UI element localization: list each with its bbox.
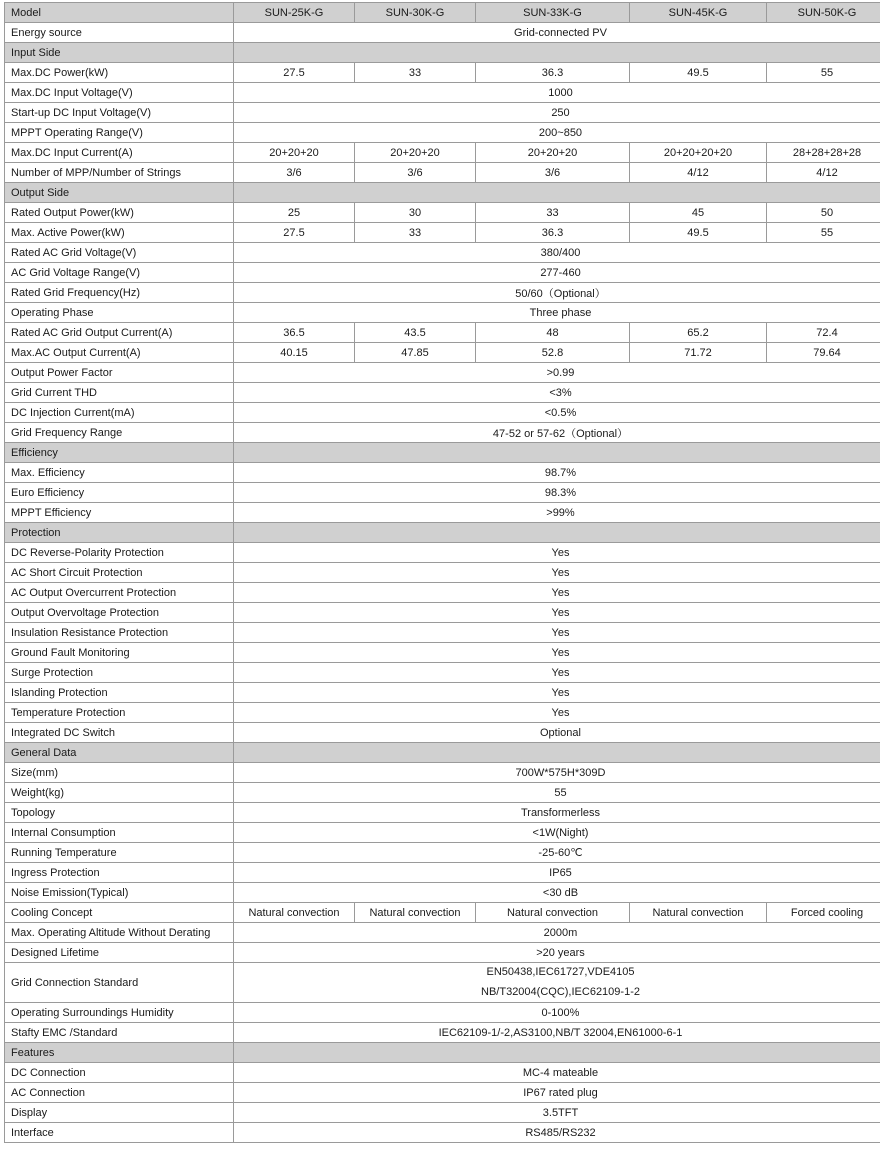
section-title: Features — [5, 1043, 234, 1063]
spec-value: 98.7% — [234, 463, 880, 483]
spec-label: Weight(kg) — [5, 783, 234, 803]
spec-value: >99% — [234, 503, 880, 523]
spec-value: 27.5 — [234, 63, 355, 83]
spec-row-ac-short-circuit-protection — [5, 563, 880, 583]
spec-row-rated-grid-frequency-hz — [5, 283, 880, 303]
spec-row-max-dc-power-kw — [5, 63, 880, 83]
spec-value: 47-52 or 57-62（Optional） — [234, 423, 880, 443]
spec-value: 700W*575H*309D — [234, 763, 880, 783]
spec-value-line: EN50438,IEC61727,VDE4105 — [486, 966, 635, 978]
spec-value: <1W(Night) — [234, 823, 880, 843]
spec-label: Max. Efficiency — [5, 463, 234, 483]
spec-value: Transformerless — [234, 803, 880, 823]
spec-value: Natural convection — [476, 903, 630, 923]
spec-label: Islanding Protection — [5, 683, 234, 703]
spec-value: 25 — [234, 203, 355, 223]
spec-value: 4/12 — [630, 163, 767, 183]
spec-value: 20+20+20 — [234, 143, 355, 163]
spec-value: 71.72 — [630, 343, 767, 363]
spec-label: Euro Efficiency — [5, 483, 234, 503]
spec-row-ac-grid-voltage-range-v — [5, 263, 880, 283]
spec-value: 4/12 — [767, 163, 880, 183]
spec-label: Temperature Protection — [5, 703, 234, 723]
spec-value: 79.64 — [767, 343, 880, 363]
spec-row-rated-output-power-kw — [5, 203, 880, 223]
spec-value: 36.5 — [234, 323, 355, 343]
spec-value: >20 years — [234, 943, 880, 963]
spec-value: IEC62109-1/-2,AS3100,NB/T 32004,EN61000-6-1 — [234, 1023, 880, 1043]
spec-label: Designed Lifetime — [5, 943, 234, 963]
spec-label: Topology — [5, 803, 234, 823]
spec-row-euro-efficiency — [5, 483, 880, 503]
spec-label: Insulation Resistance Protection — [5, 623, 234, 643]
section-header-input-side — [5, 43, 880, 63]
spec-value: 50/60（Optional） — [234, 283, 880, 303]
spec-value: RS485/RS232 — [234, 1123, 880, 1143]
spec-row-dc-reverse-polarity-protection — [5, 543, 880, 563]
model-name: SUN-33K-G — [476, 3, 630, 23]
spec-value: <30 dB — [234, 883, 880, 903]
spec-value: 33 — [476, 203, 630, 223]
spec-value: Three phase — [234, 303, 880, 323]
spec-value: 250 — [234, 103, 880, 123]
section-header-output-side — [5, 183, 880, 203]
spec-label: DC Reverse-Polarity Protection — [5, 543, 234, 563]
spec-row-topology — [5, 803, 880, 823]
spec-label: Max. Operating Altitude Without Derating — [5, 923, 234, 943]
spec-label: Stafty EMC /Standard — [5, 1023, 234, 1043]
spec-row-energy-source — [5, 23, 880, 43]
spec-value: 48 — [476, 323, 630, 343]
spec-value: <0.5% — [234, 403, 880, 423]
spec-label: Max.DC Input Voltage(V) — [5, 83, 234, 103]
spec-row-surge-protection — [5, 663, 880, 683]
model-name: SUN-25K-G — [234, 3, 355, 23]
spec-row-max-active-power-kw — [5, 223, 880, 243]
spec-value: 3/6 — [234, 163, 355, 183]
spec-row-max-operating-altitude-without-derating — [5, 923, 880, 943]
spec-label: DC Connection — [5, 1063, 234, 1083]
spec-value: 55 — [767, 223, 880, 243]
spec-value: Natural convection — [355, 903, 476, 923]
spec-label: MPPT Operating Range(V) — [5, 123, 234, 143]
spec-label: Integrated DC Switch — [5, 723, 234, 743]
section-fill — [234, 183, 880, 203]
section-title: Input Side — [5, 43, 234, 63]
spec-label: Display — [5, 1103, 234, 1123]
spec-label: MPPT Efficiency — [5, 503, 234, 523]
spec-row-weight-kg — [5, 783, 880, 803]
spec-value: 27.5 — [234, 223, 355, 243]
spec-label: Max. Active Power(kW) — [5, 223, 234, 243]
spec-label: Ingress Protection — [5, 863, 234, 883]
spec-row-output-overvoltage-protection — [5, 603, 880, 623]
spec-row-operating-phase — [5, 303, 880, 323]
spec-table — [4, 2, 880, 1143]
spec-label: Surge Protection — [5, 663, 234, 683]
spec-row-operating-surroundings-humidity — [5, 1003, 880, 1023]
spec-row-ac-connection — [5, 1083, 880, 1103]
model-header-row — [5, 3, 880, 23]
spec-row-grid-frequency-range — [5, 423, 880, 443]
spec-label: Rated Grid Frequency(Hz) — [5, 283, 234, 303]
spec-value: 3.5TFT — [234, 1103, 880, 1123]
spec-label: Ground Fault Monitoring — [5, 643, 234, 663]
section-header-efficiency — [5, 443, 880, 463]
spec-row-dc-connection — [5, 1063, 880, 1083]
spec-value: IP67 rated plug — [234, 1083, 880, 1103]
spec-value: Natural convection — [234, 903, 355, 923]
spec-row-size-mm — [5, 763, 880, 783]
spec-label: Interface — [5, 1123, 234, 1143]
spec-label: Cooling Concept — [5, 903, 234, 923]
spec-value: Grid-connected PV — [234, 23, 880, 43]
spec-value: 3/6 — [476, 163, 630, 183]
spec-row-dc-injection-current-ma — [5, 403, 880, 423]
section-title: General Data — [5, 743, 234, 763]
section-header-general-data — [5, 743, 880, 763]
spec-value: Yes — [234, 643, 880, 663]
spec-row-grid-current-thd — [5, 383, 880, 403]
spec-value: 30 — [355, 203, 476, 223]
spec-value: 20+20+20 — [355, 143, 476, 163]
spec-value: Yes — [234, 663, 880, 683]
spec-value: 50 — [767, 203, 880, 223]
section-title: Protection — [5, 523, 234, 543]
spec-value: 65.2 — [630, 323, 767, 343]
spec-row-integrated-dc-switch — [5, 723, 880, 743]
spec-value: 33 — [355, 223, 476, 243]
spec-label: Output Overvoltage Protection — [5, 603, 234, 623]
spec-label: AC Output Overcurrent Protection — [5, 583, 234, 603]
spec-row-output-power-factor — [5, 363, 880, 383]
spec-row-mppt-operating-range-v — [5, 123, 880, 143]
spec-row-ground-fault-monitoring — [5, 643, 880, 663]
spec-row-designed-lifetime — [5, 943, 880, 963]
spec-label: Rated Output Power(kW) — [5, 203, 234, 223]
spec-value: MC-4 mateable — [234, 1063, 880, 1083]
spec-value: Forced cooling — [767, 903, 880, 923]
spec-row-interface — [5, 1123, 880, 1143]
spec-value: 277-460 — [234, 263, 880, 283]
spec-label: Start-up DC Input Voltage(V) — [5, 103, 234, 123]
spec-label: Operating Surroundings Humidity — [5, 1003, 234, 1023]
spec-row-number-of-mpp-number-of-strings — [5, 163, 880, 183]
spec-row-noise-emission-typical — [5, 883, 880, 903]
spec-value: 20+20+20 — [476, 143, 630, 163]
spec-label: AC Short Circuit Protection — [5, 563, 234, 583]
spec-value-line: NB/T32004(CQC),IEC62109-1-2 — [481, 985, 640, 998]
spec-label: Number of MPP/Number of Strings — [5, 163, 234, 183]
spec-value: Yes — [234, 703, 880, 723]
spec-row-running-temperature — [5, 843, 880, 863]
spec-row-cooling-concept — [5, 903, 880, 923]
spec-value: 72.4 — [767, 323, 880, 343]
spec-value: 3/6 — [355, 163, 476, 183]
spec-row-insulation-resistance-protection — [5, 623, 880, 643]
spec-row-max-dc-input-voltage-v — [5, 83, 880, 103]
spec-value: Yes — [234, 563, 880, 583]
spec-row-stafty-emc-standard — [5, 1023, 880, 1043]
spec-row-max-efficiency — [5, 463, 880, 483]
spec-label: Energy source — [5, 23, 234, 43]
spec-value: 55 — [767, 63, 880, 83]
spec-row-grid-connection-standard — [5, 963, 880, 1003]
spec-value: 49.5 — [630, 63, 767, 83]
model-name: SUN-45K-G — [630, 3, 767, 23]
spec-label: Max.DC Power(kW) — [5, 63, 234, 83]
spec-row-max-ac-output-current-a — [5, 343, 880, 363]
spec-value: 52.8 — [476, 343, 630, 363]
spec-value: 55 — [234, 783, 880, 803]
spec-row-display — [5, 1103, 880, 1123]
model-name: SUN-50K-G — [767, 3, 880, 23]
spec-value: 20+20+20+20 — [630, 143, 767, 163]
spec-label: Grid Connection Standard — [5, 963, 234, 1003]
spec-row-max-dc-input-current-a — [5, 143, 880, 163]
spec-value: Optional — [234, 723, 880, 743]
spec-row-start-up-dc-input-voltage-v — [5, 103, 880, 123]
spec-label: Noise Emission(Typical) — [5, 883, 234, 903]
spec-row-internal-consumption — [5, 823, 880, 843]
section-header-features — [5, 1043, 880, 1063]
spec-row-ingress-protection — [5, 863, 880, 883]
spec-label: Rated AC Grid Voltage(V) — [5, 243, 234, 263]
spec-label: Grid Current THD — [5, 383, 234, 403]
spec-value: 36.3 — [476, 63, 630, 83]
spec-value-multiline — [234, 963, 880, 1003]
spec-label: Internal Consumption — [5, 823, 234, 843]
spec-value: 2000m — [234, 923, 880, 943]
spec-value: Yes — [234, 603, 880, 623]
spec-label: Rated AC Grid Output Current(A) — [5, 323, 234, 343]
spec-value: Yes — [234, 623, 880, 643]
spec-label: Output Power Factor — [5, 363, 234, 383]
model-name: SUN-30K-G — [355, 3, 476, 23]
spec-value: 98.3% — [234, 483, 880, 503]
spec-value: Yes — [234, 683, 880, 703]
spec-value: 200~850 — [234, 123, 880, 143]
spec-value: 36.3 — [476, 223, 630, 243]
spec-row-temperature-protection — [5, 703, 880, 723]
spec-row-mppt-efficiency — [5, 503, 880, 523]
spec-row-rated-ac-grid-voltage-v — [5, 243, 880, 263]
spec-value: Natural convection — [630, 903, 767, 923]
section-fill — [234, 743, 880, 763]
section-title: Efficiency — [5, 443, 234, 463]
spec-row-ac-output-overcurrent-protection — [5, 583, 880, 603]
spec-row-rated-ac-grid-output-current-a — [5, 323, 880, 343]
spec-value: >0.99 — [234, 363, 880, 383]
spec-value: 33 — [355, 63, 476, 83]
spec-value: 380/400 — [234, 243, 880, 263]
spec-label: Size(mm) — [5, 763, 234, 783]
spec-value: <3% — [234, 383, 880, 403]
spec-label: Operating Phase — [5, 303, 234, 323]
spec-value: 0-100% — [234, 1003, 880, 1023]
spec-value: 47.85 — [355, 343, 476, 363]
spec-value: 1000 — [234, 83, 880, 103]
section-title: Output Side — [5, 183, 234, 203]
spec-value: 28+28+28+28 — [767, 143, 880, 163]
spec-label: Model — [5, 3, 234, 23]
spec-value: -25-60℃ — [234, 843, 880, 863]
spec-label: DC Injection Current(mA) — [5, 403, 234, 423]
spec-value: 49.5 — [630, 223, 767, 243]
spec-value: 40.15 — [234, 343, 355, 363]
spec-label: Grid Frequency Range — [5, 423, 234, 443]
spec-value: Yes — [234, 543, 880, 563]
spec-value: 45 — [630, 203, 767, 223]
spec-label: AC Connection — [5, 1083, 234, 1103]
spec-value: Yes — [234, 583, 880, 603]
spec-label: Max.DC Input Current(A) — [5, 143, 234, 163]
spec-row-islanding-protection — [5, 683, 880, 703]
section-fill — [234, 523, 880, 543]
spec-value: IP65 — [234, 863, 880, 883]
section-fill — [234, 43, 880, 63]
section-fill — [234, 443, 880, 463]
spec-label: Max.AC Output Current(A) — [5, 343, 234, 363]
spec-label: AC Grid Voltage Range(V) — [5, 263, 234, 283]
section-fill — [234, 1043, 880, 1063]
section-header-protection — [5, 523, 880, 543]
spec-label: Running Temperature — [5, 843, 234, 863]
spec-value: 43.5 — [355, 323, 476, 343]
